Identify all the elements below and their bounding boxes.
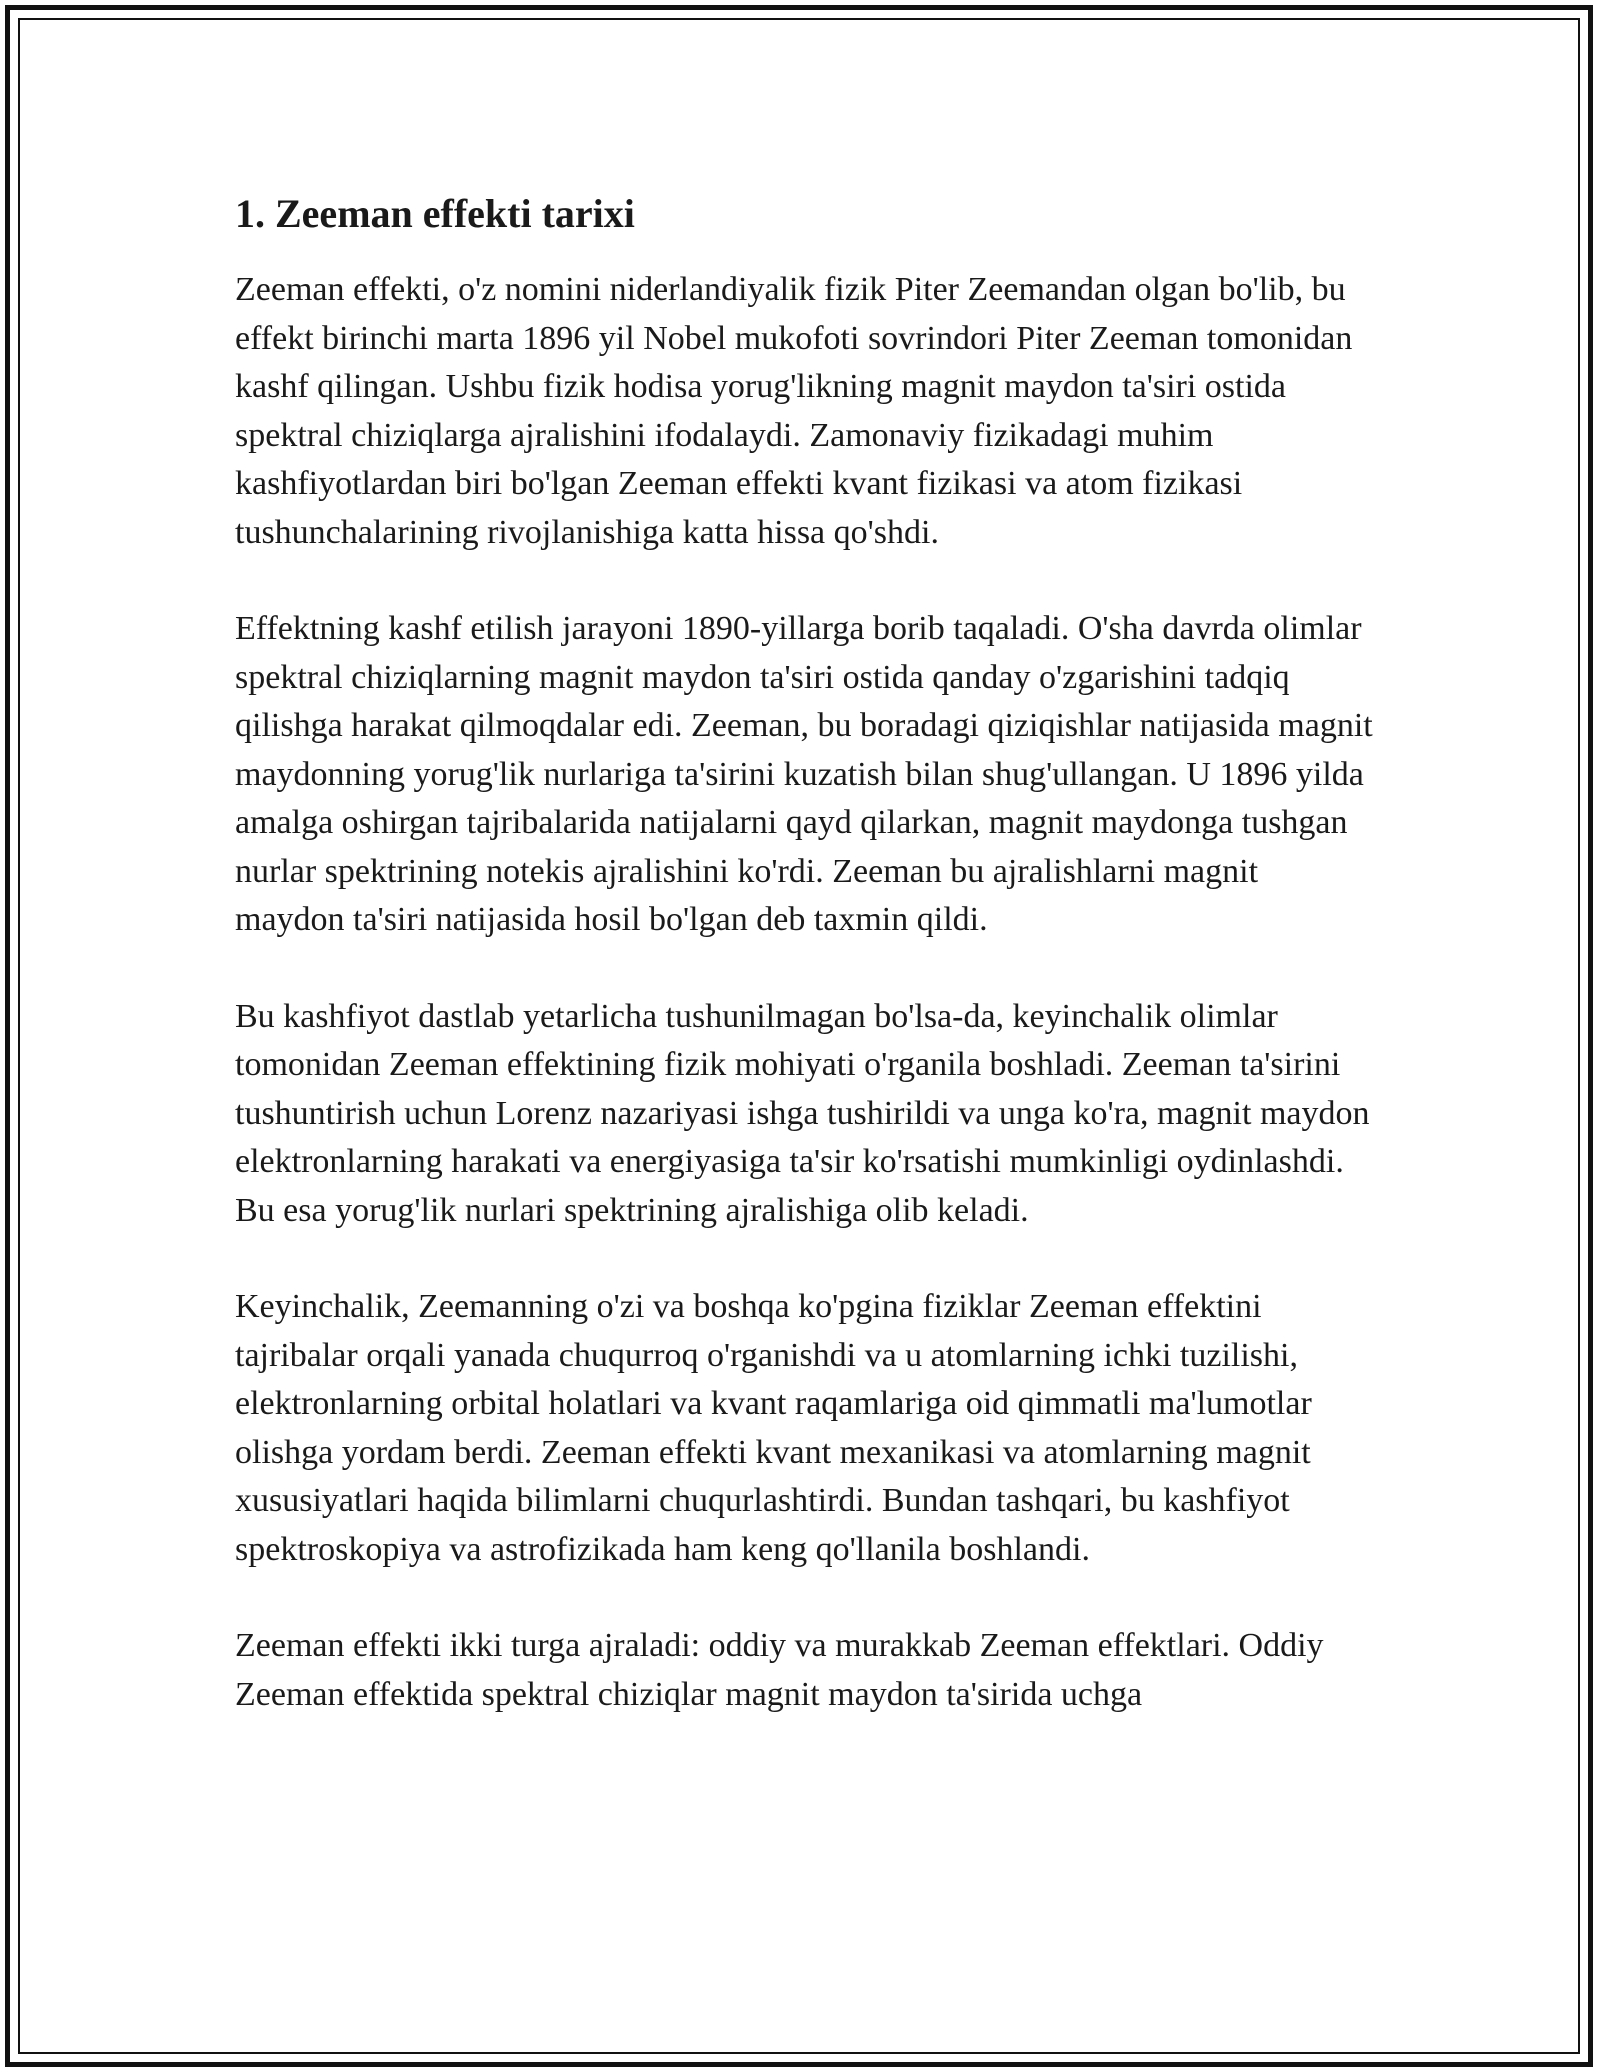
paragraph-4: Keyinchalik, Zeemanning o'zi va boshqa ko'pgina fiziklar Zeeman effektini tajribalar orqali yanada chuqurroq o'rganishdi va u atomlarning ichki tuzilishi, elektronlarning orbital holatlari va kvant raqamlariga oid qimmatli ma'lumotlar olishga yordam berdi. Zeeman effekti kvant mexanikasi va atomlarning magnit xususiyatlari haqida bilimlarni chuqurlashtirdi. Bundan tashqari, bu kashfiyot spektroskopiya va astrofizikada ham keng qo'llanila boshlandi.: [235, 1288, 1312, 1568]
paragraph-2: Effektning kashf etilish jarayoni 1890-yillarga borib taqaladi. O'sha davrda olimlar spektral chiziqlarning magnit maydon ta'siri ostida qanday o'zgarishini tadqiq qilishga harakat qilmoqdalar edi. Zeeman, bu boradagi qiziqishlar natijasida magnit maydonning yorug'lik nurlariga ta'sirini kuzatish bilan shug'ullangan. U 1896 yilda amalga oshirgan tajribalarida natijalarni qayd qilarkan, magnit maydonga tushgan nurlar spektrining notekis ajralishini ko'rdi. Zeeman bu ajralishlarni magnit maydon ta'siri natijasida hosil bo'lgan deb taxmin qildi.: [235, 610, 1373, 938]
paragraph-1: Zeeman effekti, o'z nomini niderlandiyalik fizik Piter Zeemandan olgan bo'lib, bu effekt birinchi marta 1896 yil Nobel mukofoti sovrindori Piter Zeeman tomonidan kashf qilingan. Ushbu fizik hodisa yorug'likning magnit maydon ta'siri ostida spektral chiziqlarga ajralishini ifodalaydi. Zamonaviy fizikadagi muhim kashfiyotlardan biri bo'lgan Zeeman effekti kvant fizikasi va atom fizikasi tushunchalarining rivojlanishiga katta hissa qo'shdi.: [235, 271, 1353, 551]
section-heading: 1. Zeeman effekti tarixi: [235, 191, 635, 236]
paragraph-5: Zeeman effekti ikki turga ajraladi: oddiy va murakkab Zeeman effektlari. Oddiy Zeeman effektida spektral chiziqlar magnit maydon ta'sirida uchga: [235, 1627, 1324, 1713]
paragraph-3: Bu kashfiyot dastlab yetarlicha tushunilmagan bo'lsa-da, keyinchalik olimlar tomonidan Zeeman effektining fizik mohiyati o'rganila boshladi. Zeeman ta'sirini tushuntirish uchun Lorenz nazariyasi ishga tushirildi va unga ko'ra, magnit maydon elektronlarning harakati va energiyasiga ta'sir ko'rsatishi mumkinligi oydinlashdi. Bu esa yorug'lik nurlari spektrining ajralishiga olib keladi.: [235, 997, 1370, 1229]
document-body: [235, 188, 1375, 1767]
